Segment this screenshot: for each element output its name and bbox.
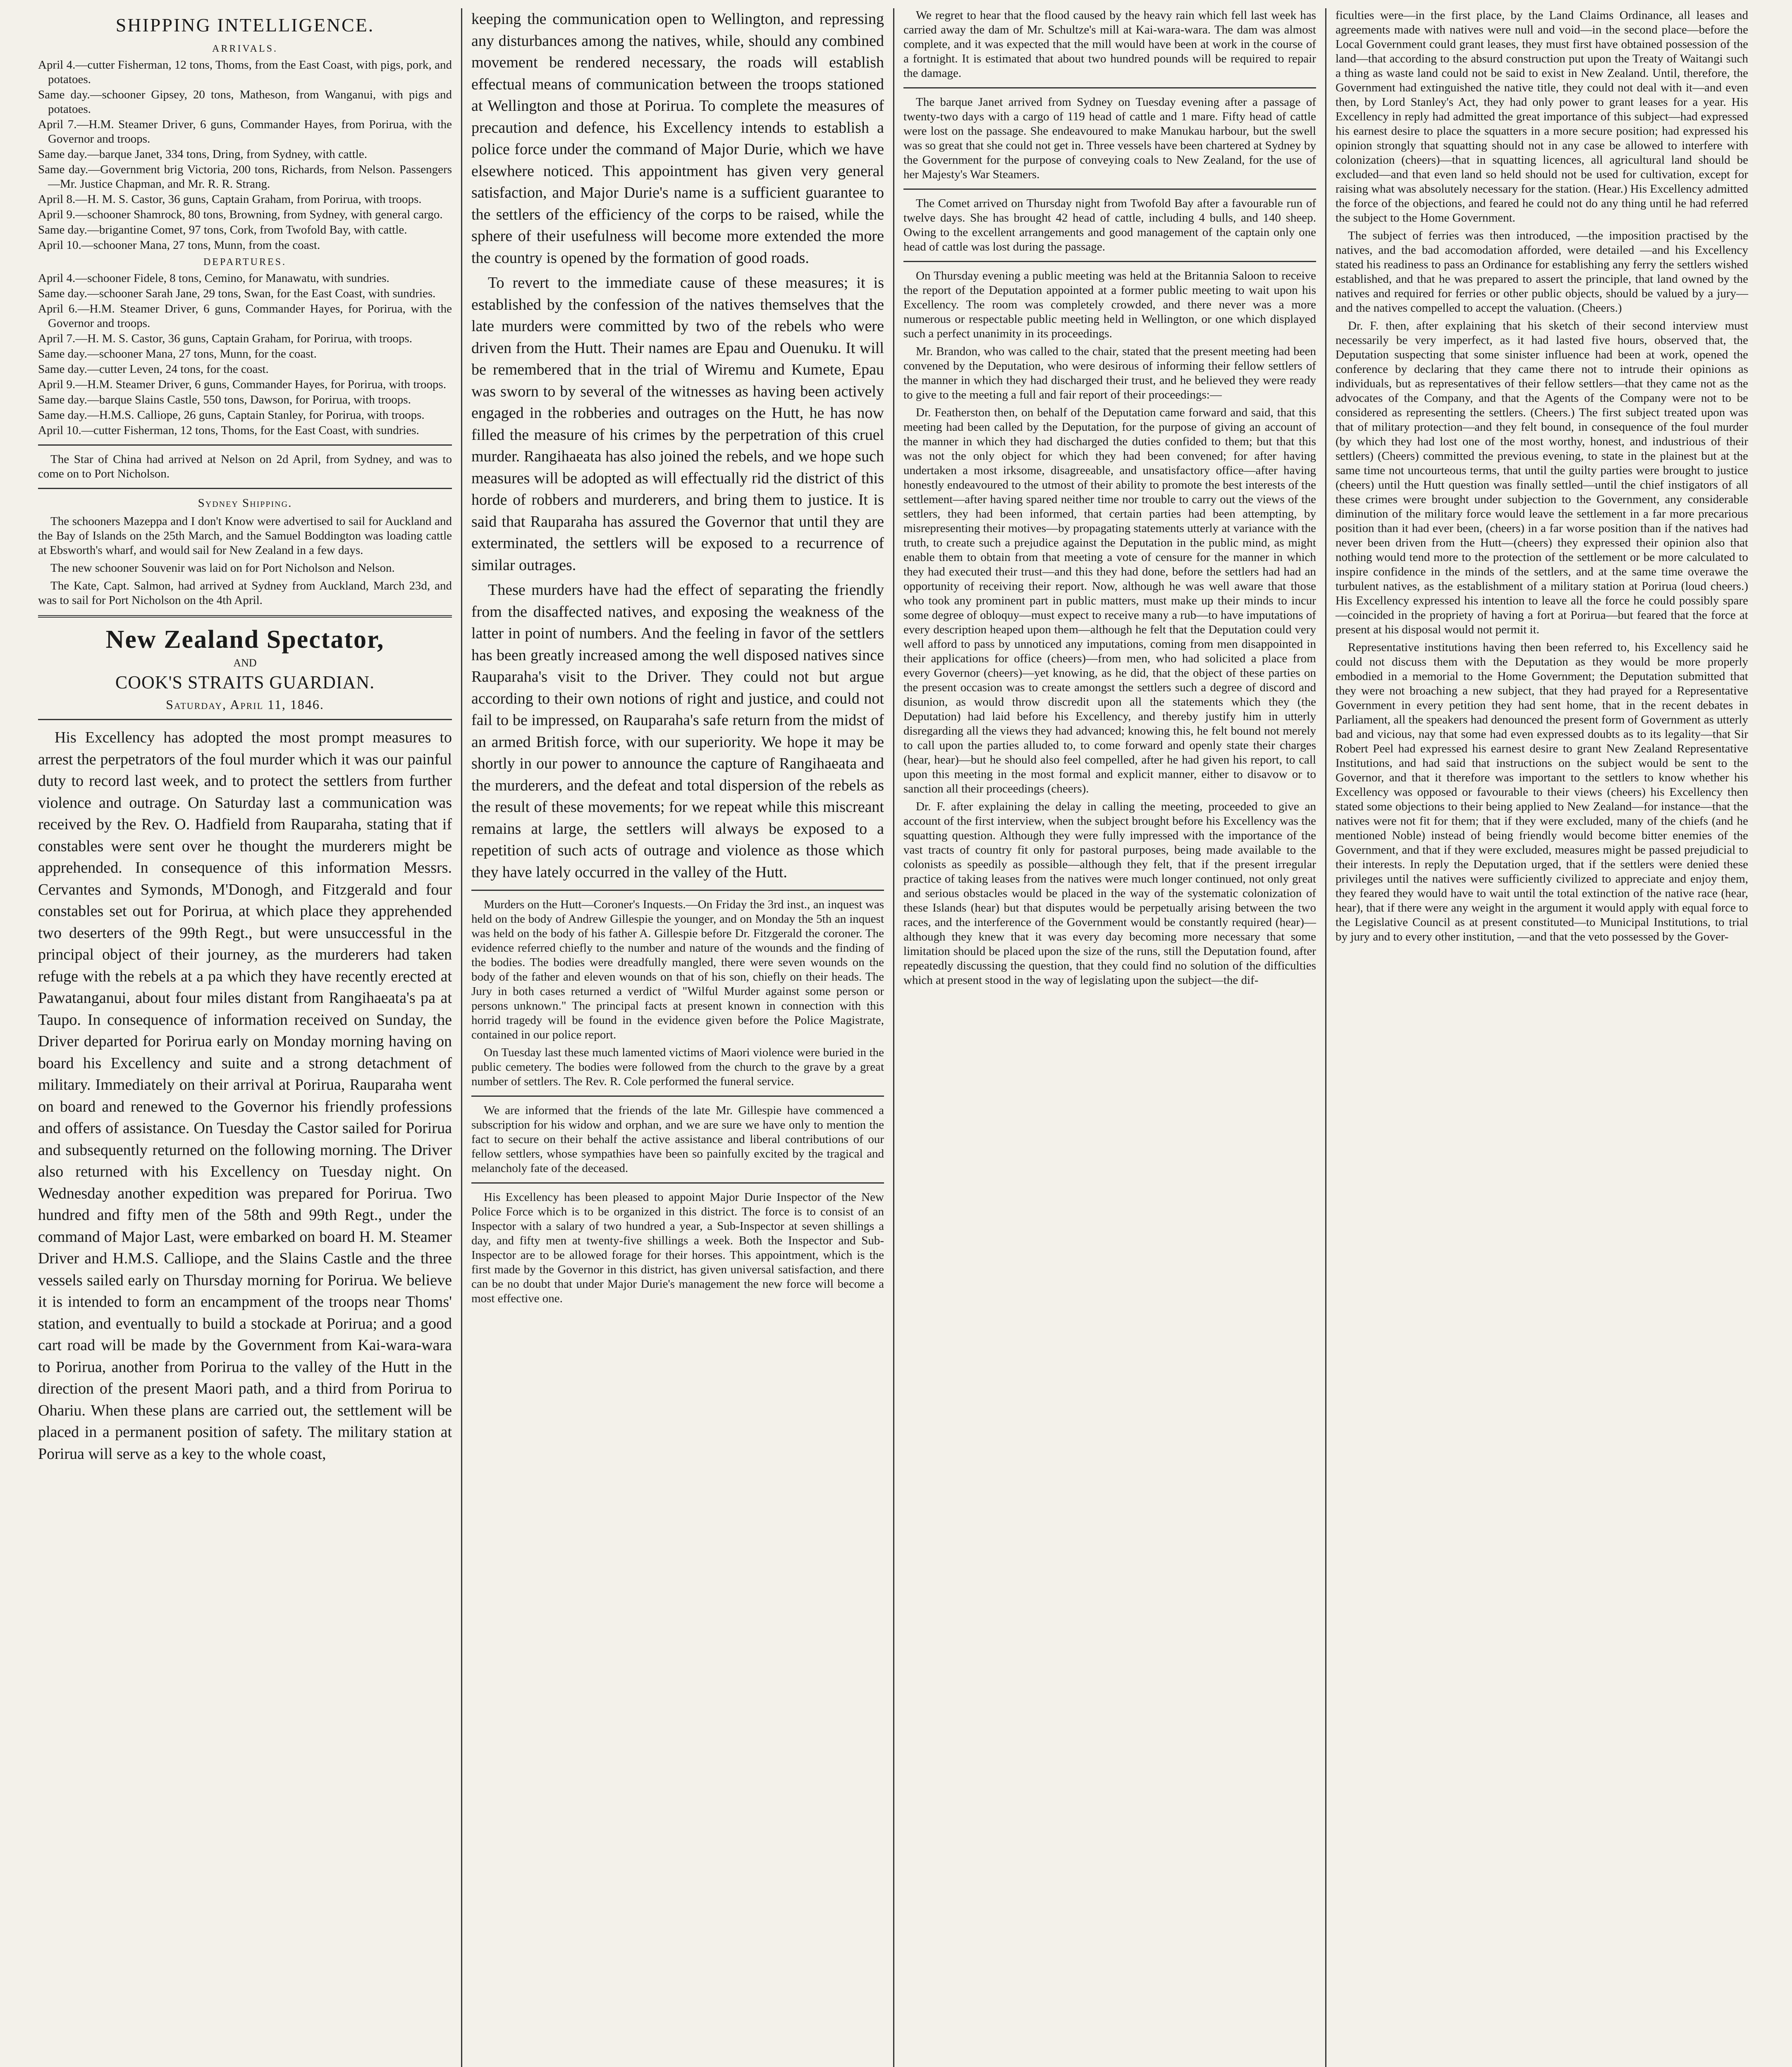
editorial-paragraph: keeping the communication open to Wellington, and repressing any disturbances among the natives, while, should any combined movement be rendered necessary, the roads will establish effectual means of communication between the troops stationed at Wellington and those at Porirua. To complete the measures of precaution and defence, his Excellency intends to establish a police force under the command of Major Durie, which we have elsewhere noticed. This appointment has given very general satisfaction, and Major Durie's name is a sufficient guarantee to the settlers of the efficiency of the corps to be raised, while the sphere of their usefulness will become more extended the more the country is opened by the formation of good roads.	[471, 10, 884, 267]
list-item: April 10.—schooner Mana, 27 tons, Munn, from the coast.	[38, 239, 320, 252]
list-item: Same day.—schooner Mana, 27 tons, Munn, for the coast.	[38, 347, 317, 360]
divider	[903, 261, 1316, 262]
list-item: April 7.—H.M. Steamer Driver, 6 guns, Commander Hayes, from Porirua, with the Governor and troops.	[38, 118, 452, 146]
news-paragraph: The subject of ferries was then introduced, —the imposition practised by the natives, and the bad accomodation afforded, were detailed —and his Excellency stated his readiness to pass an Ordinance for establishing any ferry the settlers wished established, and that he was prepared to assert the principle, that land owned by the natives and required for ferries or other public objects, should be valued by a jury—and the natives compelled to accept the valuation. (Cheers.)	[1336, 229, 1748, 315]
column-1	[29, 8, 461, 2067]
arrivals-heading: ARRIVALS.	[212, 43, 278, 54]
news-paragraph: Representative institutions having then been referred to, his Excellency said he could not discuss them with the Deputation as they would be more properly embodied in a memorial to the Home Government; the Deputation submitted that they were not broaching a new subject, that they had prayed for a Representative Government in every petition they had sent home, that in the recent debates in Parliament, all the speakers had denounced the present form of Government as utterly bad and vicious, nay that some had even expressed doubts as to its legality—that Sir Robert Peel had expressed his earnest desire to grant New Zealand Representative Institutions, and had said that instructions on the subject would be sent to the Governor, and that it therefore was important to the settlers to know whether his Excellency was opposed or favourable to their views (cheers) his Excellency then stated some objections to their being applied to New Zealand—for instance—that the natives were not fit for them; that if they were excluded, many of the chiefs (and he mentioned Noble) instead of being friendly would become bitter enemies of the Government, and that if they were excluded, measures might be passed prejudicial to their interests. In reply the Deputation urged, that if the settlers were denied these privileges until the natives were sufficiently civilized to appreciate and enjoy them, they feared they would have to wait until the total extinction of the native race (hear, hear), that if there were any weight in the argument it would apply with equal force to the Legislative Council as at present constituted—to Municipal Institutions, to trial by jury and to every other institution, —and that the veto possessed by the Gover-	[1336, 641, 1748, 943]
divider	[38, 444, 452, 446]
departures-list	[38, 271, 452, 438]
list-item: April 10.—cutter Fisherman, 12 tons, Thoms, for the East Coast, with sundries.	[38, 424, 419, 437]
news-paragraph: Dr. F. after explaining the delay in calling the meeting, proceeded to give an account of the first interview, when the subject brought before his Excellency was the squatting question. Although they were fully impressed with the importance of the vast tracts of country fit only for pastoral purposes, being made available to the colonists as speedily as possible—although they felt, that if the present irregular practice of taking leases from the natives were much longer continued, not only great and serious obstacles would be placed in the way of the systematic colonization of these Islands (hear) but that disputes would be perpetually arising between the two races, and the interference of the Government would be constantly required (hear)—although they knew that it was every day becoming more necessary that some limitation should be placed upon the size of the runs, still the Deputation found, after repeatedly discussing the question, that they could find no solution of the difficulties which at present stood in the way of legislating upon the subject—the dif-	[903, 800, 1316, 987]
list-item: Same day.—cutter Leven, 24 tons, for the coast.	[38, 363, 269, 376]
news-paragraph: The barque Janet arrived from Sydney on Tuesday evening after a passage of twenty-two days with a cargo of 119 head of cattle and 1 mare. Fifty head of cattle were lost on the passage. She endeavoured to make Manukau harbour, but the swell was so great that she could not get in. Three vessels have been chartered at Sydney by the Government for the purpose of conveying coals to New Zealand, for the use of her Majesty's War Steamers.	[903, 95, 1316, 181]
list-item: April 7.—H. M. S. Castor, 36 guns, Captain Graham, for Porirua, with troops.	[38, 332, 413, 345]
sydney-paragraph: The new schooner Souvenir was laid on for Port Nicholson and Nelson.	[50, 561, 395, 575]
star-of-china-note: The Star of China had arrived at Nelson on 2d April, from Sydney, and was to come on to Port Nicholson.	[38, 453, 452, 480]
list-item: Same day.—schooner Sarah Jane, 29 tons, Swan, for the East Coast, with sundries.	[38, 287, 436, 300]
sydney-paragraph: The Kate, Capt. Salmon, had arrived at Sydney from Auckland, March 23d, and was to sail for Port Nicholson on the 4th April.	[38, 579, 452, 607]
divider	[38, 615, 452, 618]
news-paragraph: We regret to hear that the flood caused by the heavy rain which fell last week has carried away the dam of Mr. Schultze's mill at Kai-wara-wara. The dam was almost complete, and it was expected that the mill would have been at work in the course of a fortnight. It is estimated that about two hundred pounds will be required to repair the damage.	[903, 9, 1316, 80]
list-item: April 4.—schooner Fidele, 8 tons, Cemino, for Manawatu, with sundries.	[38, 272, 389, 285]
list-item: Same day.—schooner Gipsey, 20 tons, Matheson, from Wanganui, with pigs and potatoes.	[38, 88, 452, 116]
masthead-subtitle: COOK'S STRAITS GUARDIAN.	[115, 672, 375, 692]
divider	[38, 719, 452, 720]
column-3	[893, 8, 1325, 2067]
column-2	[461, 8, 893, 2067]
news-paragraph: ficulties were—in the first place, by the Land Claims Ordinance, all leases and agreements made with natives were null and void—in the second place—before the Local Government could grant leases, they must first have obtained possession of the land—that according to the absurd construction put upon the Treaty of Waitangi such a thing as waste land could not be said to exist in New Zealand. Until, therefore, the Government had extinguished the native title, they could not deal with it—and even then, by Lord Stanley's Act, they had only power to grant leases for a year. His Excellency in reply had admitted the great importance of this subject—had expressed his earnest desire to place the squatters in a more secure position; had expressed his opinion strongly that squatting should not in any case be allowed to interfere with colonization (cheers)—that in squatting licences, all agricultural land should be excluded—and that even land so held should not be used for cultivation, except for raising what was absolutely necessary for the station. (Hear.) His Excellency admitted the force of the objections, and feared he could not do any thing until he had referred the subject to the Home Government.	[1336, 9, 1748, 224]
list-item: Same day.—H.M.S. Calliope, 26 guns, Captain Stanley, for Porirua, with troops.	[38, 408, 425, 422]
list-item: April 9.—H.M. Steamer Driver, 6 guns, Commander Hayes, for Porirua, with troops.	[38, 378, 447, 391]
divider	[903, 87, 1316, 88]
news-paragraph: His Excellency has been pleased to appoint Major Durie Inspector of the New Police Force which is to be organized in this district. The force is to consist of an Inspector with a salary of two hundred a year, a Sub-Inspector at seven shillings a day, and fifty men at twenty-five shillings a week. Both the Inspector and Sub-Inspector are to be allowed forage for their horses. This appointment, which is the first made by the Governor in this district, has given universal satisfaction, and there can be no doubt that under Major Durie's management the new force will become a most effective one.	[471, 1191, 884, 1305]
columns	[29, 8, 1763, 2067]
divider	[471, 890, 884, 891]
divider	[471, 1096, 884, 1097]
list-item: April 9.—schooner Shamrock, 80 tons, Browning, from Sydney, with general cargo.	[38, 208, 443, 221]
news-paragraph: On Thursday evening a public meeting was held at the Britannia Saloon to receive the report of the Deputation appointed at a former public meeting to wait upon his Excellency. The room was completely crowded, and there never was a more numerous or respectable public meeting held in Wellington, or one which displayed such a perfect unanimity in its proceedings.	[903, 269, 1316, 340]
divider	[471, 1182, 884, 1184]
news-paragraph: Dr. F. then, after explaining that his sketch of their second interview must necessarily be very imperfect, as it had lasted five hours, observed that, the Deputation suspecting that some sinister influence had been at work, opened the conference by declaring that they came there not to intrude their opinions as individuals, but as representatives of their fellow settlers—that they came not as the advocates of the Company, and that the Agents of the Company were not to be considered as representing the settlers. (Cheers.) The first subject treated upon was that of military protection—and they felt bound, in consequence of the foul murder (by which they had lost one of the most worthy, honest, and industrious of their settlers) (Cheers) committed the previous evening, to state in the plainest but at the same time not uncourteous terms, that until the guilty parties were brought to justice (cheers) until the Hutt question was finally settled—until the chief instigators of all these crimes were brought under subjection to the Government, any considerable diminution of the military force would leave the settlement in a far more precarious position than it had ever been, (cheers) in a far worse position than if the natives had never been driven from the Hutt—(cheers) they expressed their opinion also that nothing would tend more to the protection of the settlement or be more calculated to inspire confidence in the minds of the settlers, and at the same time overawe the turbulent natives, as the establishment of a military station at Porirua (loud cheers.) His Excellency expressed his intention to leave all the force he could possibly spare—coincided in the propriety of having a fort at Porirua—but feared that the force at present at his disposal would not permit it.	[1336, 319, 1748, 636]
news-paragraph: On Tuesday last these much lamented victims of Maori violence were buried in the public cemetery. The bodies were followed from the church to the grave by a great number of settlers. The Rev. R. Cole performed the funeral service.	[471, 1046, 884, 1088]
sydney-shipping-heading: Sydney Shipping.	[198, 496, 292, 510]
editorial-paragraph: His Excellency has adopted the most prompt measures to arrest the perpetrators of the foul murder which it was our painful duty to record last week, and to protect the settlers from further violence and outrage. On Saturday last a communication was received by the Rev. O. Hadfield from Rauparaha, stating that if constables were sent over he thought the murderers might be apprehended. In consequence of this information Messrs. Cervantes and Symonds, M'Donogh, and Fitzgerald and four constables set out for Porirua, at which place they apprehended two deserters of the 99th Regt., but were unsuccessful in the principal object of their journey, as the murderers had taken refuge with the rebels at a pa which they have recently erected at Pawatanganui, about four miles distant from Rangihaeata's pa at Taupo. In consequence of information received on Sunday, the Driver departed for Porirua early on Monday morning having on board his Excellency and suite and a strong detachment of military. Immediately on their arrival at Porirua, Rauparaha went on board and renewed to the Governor his friendly professions and offers of assistance. On Tuesday the Castor sailed for Porirua and subsequently returned on the following morning. The Driver also returned with his Excellency on Tuesday night. On Wednesday another expedition was prepared for Porirua. Two hundred and fifty men of the 58th and 99th Regt., under the command of Major Last, were embarked on board H. M. Steamer Driver and H.M.S. Calliope, and the Slains Castle and the three vessels sailed early on Thursday morning for Porirua. We believe it is intended to form an encampment of the troops near Thoms' station, and eventually to build a stockade at Porirua; and a good cart road will be made by the Government from Kai-wara-wara to Porirua, another from Porirua to the valley of the Hutt in the direction of the present Maori path, and a third from Porirua to Ohariu. When these plans are carried out, the settlement will be placed in a permanent position of safety. The military station at Porirua will serve as a key to the whole coast,	[38, 729, 452, 1463]
dateline: Saturday, April 11, 1846.	[166, 697, 324, 712]
list-item: April 8.—H. M. S. Castor, 36 guns, Captain Graham, from Porirua, with troops.	[38, 193, 422, 206]
masthead-and: AND	[233, 657, 257, 669]
list-item: Same day.—barque Slains Castle, 550 tons, Dawson, for Porirua, with troops.	[38, 393, 411, 406]
list-item: April 6.—H.M. Steamer Driver, 6 guns, Commander Hayes, for Porirua, with the Governor and troops.	[38, 302, 452, 330]
list-item: April 4.—cutter Fisherman, 12 tons, Thoms, from the East Coast, with pigs, pork, and potatoes.	[38, 58, 452, 86]
divider	[38, 488, 452, 489]
shipping-title: SHIPPING INTELLIGENCE.	[115, 14, 375, 36]
list-item: Same day.—Government brig Victoria, 200 tons, Richards, from Nelson. Passengers—Mr. Justice Chapman, and Mr. R. R. Strang.	[38, 163, 452, 191]
departures-heading: DEPARTURES.	[203, 257, 287, 267]
list-item: Same day.—brigantine Comet, 97 tons, Cork, from Twofold Bay, with cattle.	[38, 223, 407, 236]
list-item: Same day.—barque Janet, 334 tons, Dring, from Sydney, with cattle.	[38, 148, 367, 161]
editorial-paragraph: To revert to the immediate cause of these measures; it is established by the confession of the natives themselves that the late murders were committed by two of the rebels who were driven from the Hutt. Their names are Epau and Ouenuku. It will be remembered that in the trial of Wiremu and Kumete, Epau was sworn to by several of the witnesses as having been actively engaged in the robberies and outrages on the Hutt, he has now filled the measure of his crimes by the perpetration of this cruel murder. Rangihaeata has also joined the rebels, and we hope such measures will be adopted as will effectually rid the district of this horde of robbers and murderers, and bring them to justice. It is said that Rauparaha has assured the Governor that until they are exterminated, the settlers will be exposed to a recurrence of similar outrages.	[471, 274, 884, 574]
news-paragraph: Murders on the Hutt—Coroner's Inquests.—On Friday the 3rd inst., an inquest was held on the body of Andrew Gillespie the younger, and on Monday the 5th an inquest was held on the body of his father A. Gillespie before Dr. Fitzgerald the coroner. The evidence referred chiefly to the number and nature of the wounds and the finding of the bodies. The bodies were dreadfully mangled, there were seven wounds on the body of the father and eleven wounds on that of his son, chiefly on their heads. The Jury in both cases returned a verdict of "Wilful Murder against some person or persons unknown." The principal facts at present known in connection with this horrid tragedy will be found in the evidence given before the Police Magistrate, contained in our police report.	[471, 898, 884, 1041]
news-paragraph: Dr. Featherston then, on behalf of the Deputation came forward and said, that this meeting had been called by the Deputation, for the purpose of giving an account of the manner in which they had discharged the duties confided to them; but that this was not the only object for which they had been convened; for after having undertaken a most irksome, disagreeable, and unsatisfactory office—after having honestly endeavoured to the utmost of their ability to promote the best interests of the settlement—after having spared neither time nor trouble to carry out the views of the settlers, they had been informed, that certain parties had been attempting, by misrepresenting their motives—by propagating statements utterly at variance with the truth, to create such a prejudice against the Deputation in the public mind, as might enable them to obtain from that meeting a vote of censure for the manner in which they had executed their trust—and this they had done, before the settlers had had an opportunity of receiving their report. Now, although he was well aware that those who took any prominent part in public matters, must make up their minds to incur some degree of obloquy—must expect to receive many a rub—to have imputations of every description heaped upon them—although he felt that the Deputation could very well afford to pass by unnoticed any imputations, coming from men disappointed in their applications for office (cheers)—from men, who had solicited a place from every Governor (cheers)—yet knowing, as he did, that the object of these parties on the present occasion was to create amongst the settlers such a degree of discord and disunion, as would throw discredit upon all the statements which they (the Deputation) had laid before his Excellency, and thereby justify him in utterly disregarding all the views they had advanced; knowing this, he felt bound not merely to call upon the parties alluded to, to come forward and openly state their charges (hear, hear)—but he should also feel compelled, after he had given his report, to call upon this meeting in the most formal and explicit manner, either to disavow or to sanction all their proceedings (cheers).	[903, 406, 1316, 795]
column-4	[1325, 8, 1757, 2067]
arrivals-list	[38, 58, 452, 253]
divider	[903, 189, 1316, 190]
sydney-paragraph: The schooners Mazeppa and I don't Know were advertised to sail for Auckland and the Bay of Islands on the 25th March, and the Samuel Boddington was loading cattle at Ebsworth's wharf, and would sail for New Zealand in a few days.	[38, 515, 452, 557]
news-paragraph: We are informed that the friends of the late Mr. Gillespie have commenced a subscription for his widow and orphan, and we are sure we have only to mention the fact to secure on their behalf the active assistance and liberal contributions of our fellow settlers, whose sympathies have been so painfully excited by the tragical and melancholy fate of the deceased.	[471, 1104, 884, 1175]
masthead-title: New Zealand Spectator,	[105, 625, 385, 654]
editorial-paragraph: These murders have had the effect of separating the friendly from the disaffected natives, and exposing the weakness of the latter in point of numbers. And the feeling in favor of the settlers has been greatly increased among the well disposed natives since Rauparaha's visit to the Driver. They could not but argue according to their own notions of right and justice, and could not fail to be impressed, on Rauparaha's safe return from the midst of an armed British force, with our superiority. We hope it may be shortly in our power to announce the capture of Rangihaeata and the murderers, and the defeat and total dispersion of the rebels as the result of these movements; for we repeat while this miscreant remains at large, the settlers will always be exposed to a repetition of such acts of outrage and violence as those which they have lately occurred in the valley of the Hutt.	[471, 581, 884, 881]
news-paragraph: Mr. Brandon, who was called to the chair, stated that the present meeting had been convened by the Deputation, who were desirous of informing their fellow settlers of the manner in which they had discharged their trust, and he believed they were ready to give to the meeting a full and fair report of their proceedings:—	[903, 345, 1316, 401]
news-paragraph: The Comet arrived on Thursday night from Twofold Bay after a favourable run of twelve days. She has brought 42 head of cattle, including 4 bulls, and 140 sheep. Owing to the excellent arrangements and good management of the captain only one head of cattle was lost during the passage.	[903, 197, 1316, 253]
